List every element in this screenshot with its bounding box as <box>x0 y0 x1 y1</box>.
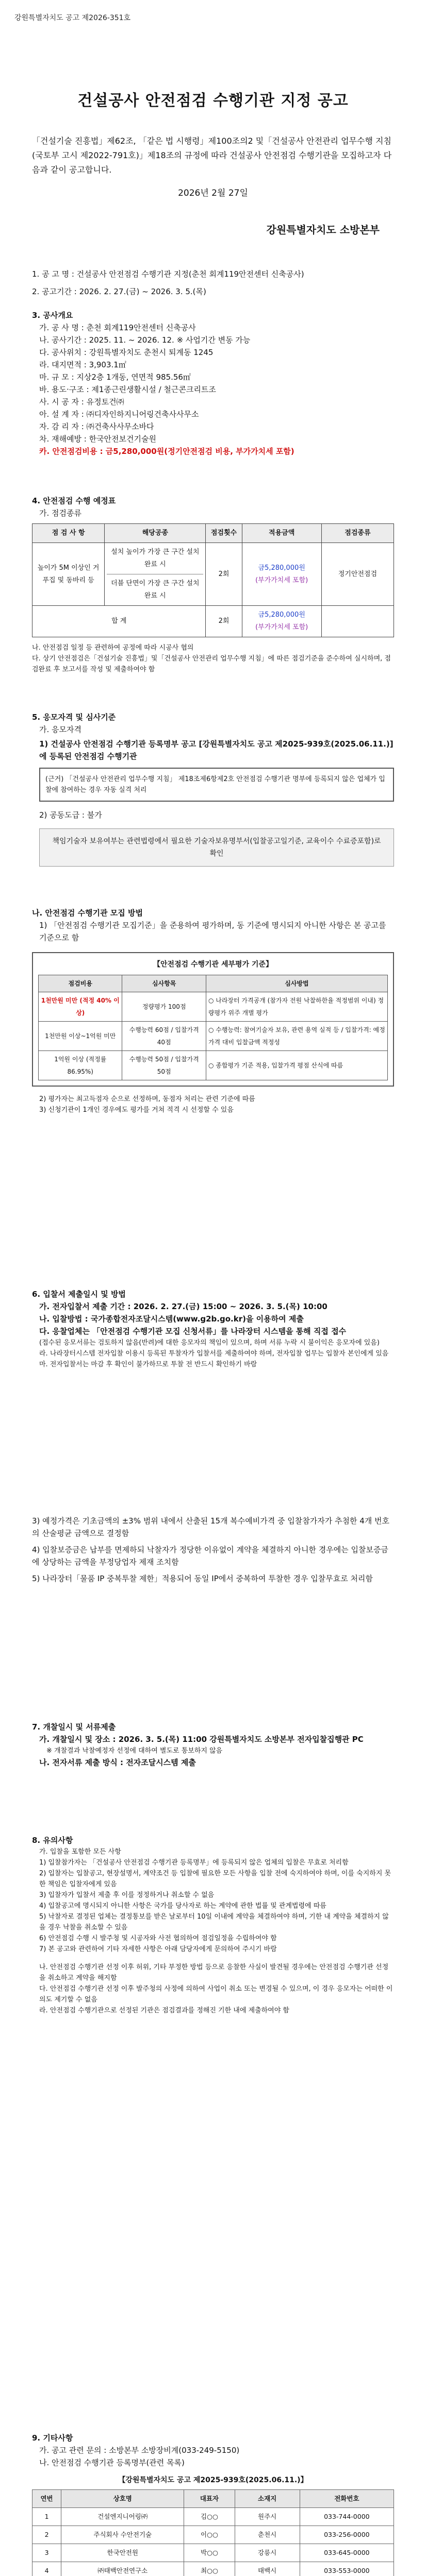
section-project-overview <box>32 309 394 457</box>
column-header: 대표자 <box>184 2490 235 2508</box>
table-total-row <box>32 606 394 637</box>
document-submission-method: 나. 전자서류 제출 방식 : 전자조달시스템 제출 <box>39 1758 196 1767</box>
notice-name-line: 1. 공 고 명 : 건설공사 안전점검 수행기관 지정(춘천 회계119안전센터 신축공사) <box>32 269 304 279</box>
criteria-box <box>32 952 394 1087</box>
table-row <box>32 543 394 606</box>
registry-table-body <box>32 2508 394 2576</box>
table-cell <box>105 543 206 606</box>
bid-note: (접수된 응모서류는 검토하지 않음(반려)에 대한 응모자의 책임이 있으며, 하며 서류 누락 시 불이익은 응모자에 있음) <box>39 1339 380 1347</box>
pricing-text: 3) 예정가격은 기초금액의 ±3% 범위 내에서 산출된 15개 복수예비가격 중 입찰참가자가 추첨한 4개 번호의 산술평균 금액으로 결정함 <box>32 1516 389 1538</box>
registry-list-title: 【강원특별자치도 공고 제2025-939호(2025.06.11.)】 <box>118 2476 308 2484</box>
table-cell: 2회 <box>206 543 242 606</box>
column-header: 점검비용 <box>39 975 122 992</box>
column-header: 적용금액 <box>242 524 321 543</box>
work-item: 설치 높이가 가장 큰 구간 설치 완료 시 <box>111 548 200 568</box>
overview-row: 라. 대지면적 : 3,903.1㎡ <box>39 360 126 369</box>
overview-row: 마. 규 모 : 지상2층 1개동, 연면적 985.56㎡ <box>39 372 191 382</box>
table-cell: 2 <box>32 2526 61 2544</box>
table-cell: 1억원 이상 (적정률 86.95%) <box>39 1051 122 1080</box>
total-amount-cell <box>242 606 321 637</box>
table-cell: 이○○ <box>184 2526 235 2544</box>
table-cell: 춘천시 <box>235 2526 300 2544</box>
pricing-note: 4) 입찰보증금은 납부를 면제하되 낙찰자가 정당한 이유없이 계약을 체결하지 아니한 경우에는 입찰보증금에 상당하는 금액을 부정당업자 제재 조치함 <box>32 1545 388 1567</box>
criteria-table <box>38 975 388 1080</box>
table-cell: 033-744-0000 <box>300 2508 394 2526</box>
table-cell: 033-645-0000 <box>300 2544 394 2562</box>
amount-value: 금5,280,000원 <box>258 564 305 572</box>
table-cell: 정기안전점검 <box>321 543 394 606</box>
section-precautions <box>32 1834 394 2016</box>
total-amount-note: (부가가치세 포함) <box>255 623 308 631</box>
overview-row: 바. 용도·구조 : 제1종근린생활시설 / 철근콘크리트조 <box>39 385 216 394</box>
overview-row: 자. 감 리 자 : ㈜건축사사무소바다 <box>39 422 154 431</box>
section-pricing <box>32 1515 394 1585</box>
column-header: 심사방법 <box>206 975 387 992</box>
bid-period: 가. 전자입찰서 제출 기간 : 2026. 2. 27.(금) 15:00 ~ 2026. 3. 5.(목) 10:00 <box>39 1302 327 1311</box>
section-inspection-schedule <box>32 495 394 675</box>
bid-note: 마. 전자입찰서는 마감 후 확인이 불가하므로 투찰 전 반드시 확인하기 바람 <box>39 1361 257 1368</box>
table-cell: 강릉시 <box>235 2544 300 2562</box>
recruit-note: 3) 신청기관이 1개인 경우에도 평가를 거쳐 적격 시 선정할 수 있음 <box>39 1106 234 1114</box>
precaution-item: 2) 입찰자는 입찰공고, 현장설명서, 계약조건 등 입찰에 필요한 모든 사항을 입찰 전에 숙지하여야 하며, 이를 숙지하지 못한 책임은 입찰자에게 있음 <box>39 1870 391 1888</box>
overview-row: 나. 공사기간 : 2025. 11. ~ 2026. 12. ※ 사업기간 변동 가능 <box>39 335 251 345</box>
column-header: 점검횟수 <box>206 524 242 543</box>
column-header: 해당공종 <box>105 524 206 543</box>
inspection-schedule-table <box>32 523 394 637</box>
bid-note: 라. 나라장터시스템 전자입찰 이용시 등록된 투찰자가 입찰서를 제출하여야 하며, 전자입찰 업무는 입찰자 본인에게 있음 <box>39 1350 389 1358</box>
intro-paragraph: 「건설기술 진흥법」제62조, 「같은 법 시행령」제100조의2 및「건설공사 안전관리 업무수행 지침(국토부 고시 제2022-791호)」제18조의 규정에 따라 건설공사 안전점검 수행기관을 모집하고자 다음과 같이 공고합니다. <box>32 136 392 175</box>
table-cell: 1천만원 미만 (적정 40% 이상) <box>39 992 122 1022</box>
table-cell: ○ 종합평가 기준 적용, 입찰가격 평점 산식에 따름 <box>206 1051 387 1080</box>
legal-basis-text: (근거) 「건설공사 안전관리 업무수행 지침」 제18조제6항제2호 안전점검 수행기관 명부에 등록되지 않은 업체가 입찰에 참여하는 경우 자동 실격 처리 <box>45 775 385 794</box>
inquiry-line: 가. 공고 관련 문의 : 소방본부 소방장비계(033-249-5150) <box>39 2446 240 2455</box>
criteria-title: 【안전점검 수행기관 세부평가 기준】 <box>153 960 273 969</box>
page-title: 건설공사 안전점검 수행기관 지정 공고 <box>77 92 349 110</box>
table-cell: 수행능력 60점 / 입찰가격 40점 <box>122 1022 206 1051</box>
legal-basis-box <box>39 768 394 802</box>
schedule-note: 나. 안전점검 일정 등 관련하여 공정에 따라 시공사 협의 <box>32 644 194 652</box>
column-header: 소재지 <box>235 2490 300 2508</box>
precautions-heading: 8. 유의사항 <box>32 1836 73 1845</box>
precaution-more: 나. 안전점검 수행기관 선정 이후 허위, 기타 부정한 방법 등으로 응찰한 사실이 발견될 경우에는 안전점검 수행기관 선정을 취소하고 계약을 해지함 <box>39 1963 389 1982</box>
technician-note-box <box>39 828 394 867</box>
notice-reference-number: 강원특별자치도 공고 제2026-351호 <box>14 14 131 22</box>
column-header: 전화번호 <box>300 2490 394 2508</box>
recruit-method-heading: 나. 안전점검 수행기관 모집 방법 <box>32 908 143 918</box>
table-row <box>39 992 388 1022</box>
precaution-item: 가. 입찰을 포함한 모든 사항 <box>39 1848 121 1856</box>
table-cell: 태백시 <box>235 2562 300 2576</box>
qualification-item-1: 1) 건설공사 안전점검 수행기관 등록명부 공고 [강원특별자치도 공고 제2025-939호(2025.06.11.)]에 등록된 안전점검 수행기관 <box>39 739 394 761</box>
project-overview-heading: 3. 공사개요 <box>32 311 73 320</box>
section-bid-submission <box>32 1288 394 1370</box>
amount-note: (부가가치세 포함) <box>255 576 308 584</box>
registry-line: 나. 안전점검 수행기관 등록명부(관련 목록) <box>39 2458 185 2467</box>
overview-row: 가. 공 사 명 : 춘천 회계119안전센터 신축공사 <box>39 323 196 332</box>
table-row <box>32 2508 394 2526</box>
section-other <box>32 2432 394 2576</box>
table-cell <box>242 543 321 606</box>
table-row <box>32 2544 394 2562</box>
other-heading: 9. 기타사항 <box>32 2433 73 2443</box>
opening-datetime: 가. 개찰일시 및 장소 : 2026. 3. 5.(목) 11:00 강원특별자치도 소방본부 전자입찰집행관 PC <box>39 1735 364 1744</box>
table-cell: 최○○ <box>184 2562 235 2576</box>
qualification-heading: 5. 응모자격 및 심사기준 <box>32 713 116 722</box>
total-amount: 금5,280,000원 <box>258 611 305 619</box>
table-cell: 정량평가 100점 <box>122 992 206 1022</box>
section-qualification <box>32 711 394 867</box>
table-cell: 수행능력 50점 / 입찰가격 50점 <box>122 1051 206 1080</box>
column-header: 연번 <box>32 2490 61 2508</box>
pricing-note: 5) 나라장터「물품 IP 중복투찰 제한」적용되어 동일 IP에서 중복하여 투찰한 경우 입찰무효로 처리함 <box>32 1574 373 1583</box>
overview-row: 다. 공사위치 : 강원특별자치도 춘천시 퇴계동 1245 <box>39 348 214 357</box>
opening-note: ※ 개찰결과 낙찰예정자 선정에 대하여 별도로 통보하지 않음 <box>46 1747 223 1755</box>
table-row <box>32 2562 394 2576</box>
notice-date: 2026년 2월 27일 <box>178 188 248 198</box>
recruit-note: 2) 평가자는 최고득점자 순으로 선정하며, 동점자 처리는 관련 기준에 따름 <box>39 1095 255 1103</box>
technician-note: 책임기술자 보유여부는 관련법령에서 필요한 기술자보유명부서(입찰공고일기준, 교육이수 수료증포함)로 확인 <box>52 837 381 858</box>
work-item: 더블 단면이 가장 큰 구간 설치 완료 시 <box>107 574 203 602</box>
overview-row: 차. 재해예방 : 한국안전보건기술원 <box>39 434 156 444</box>
qualification-item-2: 2) 공동도급 : 불가 <box>39 810 102 820</box>
table-cell: 건설엔지니어링㈜ <box>61 2508 184 2526</box>
table-cell: 원주시 <box>235 2508 300 2526</box>
registry-table <box>32 2489 394 2576</box>
inspection-schedule-heading: 4. 안전점검 수행 예정표 <box>32 496 116 505</box>
section-opening <box>32 1721 394 1769</box>
total-count: 2회 <box>206 606 242 637</box>
schedule-note: 다. 상기 안전점검은「건설기술 진흥법」및「건설공사 안전관리 업무수행 지침」에 따른 점검기준을 준수하여 실시하며, 점검완료 후 보고서를 작성 및 제출하여야 함 <box>32 655 391 673</box>
table-cell: 4 <box>32 2562 61 2576</box>
table-cell: 한국안전원 <box>61 2544 184 2562</box>
bid-submission-heading: 6. 입찰서 제출일시 및 방법 <box>32 1290 126 1299</box>
table-cell: ㈜태백안전연구소 <box>61 2562 184 2576</box>
qualification-subheading: 가. 응모자격 <box>39 725 81 734</box>
opening-heading: 7. 개찰일시 및 서류제출 <box>32 1722 116 1732</box>
table-cell <box>321 606 394 637</box>
section-notice-name <box>32 268 394 298</box>
column-header: 심사항목 <box>122 975 206 992</box>
table-row <box>32 2526 394 2544</box>
precaution-item: 4) 입찰공고에 명시되지 아니한 사항은 국가를 당사자로 하는 계약에 관한 법률 및 관계법령에 따름 <box>39 1902 326 1910</box>
table-cell: ○ 나라장터 가격공개 (참가자 전원 낙찰하한율 적정범위 이내) 정량평가 위주 개별 평가 <box>206 992 387 1022</box>
issuing-organization: 강원특별자치도 소방본부 <box>266 224 380 236</box>
overview-row: 아. 설 계 자 : ㈜디자인하지니어링건축사사무소 <box>39 410 199 419</box>
table-cell: 033-256-0000 <box>300 2526 394 2544</box>
precaution-more: 다. 안전점검 수행기관 선정 이후 발주청의 사정에 의하여 사업이 취소 또는 변경될 수 있으며, 이 경우 응모자는 어떠한 이의도 제기할 수 없음 <box>39 1985 393 2004</box>
bid-method: 나. 입찰방법 : 국가종합전자조달시스템(www.g2b.go.kr)을 이용하여 제출 <box>39 1314 304 1324</box>
table-cell: 033-553-0000 <box>300 2562 394 2576</box>
precaution-item: 3) 입찰자가 입찰서 제출 후 이를 정정하거나 취소할 수 없음 <box>39 1891 215 1899</box>
precaution-item: 1) 입찰참가자는 「건설공사 안전점검 수행기관 등록명부」에 등록되지 않은 업체의 입찰은 무효로 처리함 <box>39 1859 349 1867</box>
table-cell: 김○○ <box>184 2508 235 2526</box>
precaution-item: 7) 본 공고와 관련하여 기타 자세한 사항은 아래 담당자에게 문의하여 주시기 바람 <box>39 1945 277 1953</box>
column-header: 점 검 사 항 <box>32 524 105 543</box>
total-label: 합 계 <box>32 606 206 637</box>
table-cell: 주식회사 수안전기술 <box>61 2526 184 2544</box>
inspection-type-subheading: 가. 점검종류 <box>39 509 81 518</box>
recruit-method-text: 1) 「안전점검 수행기관 모집기준」을 준용하여 평가하며, 동 기준에 명시되지 아니한 사항은 본 공고를 기준으로 함 <box>39 921 386 942</box>
precaution-item: 6) 안전점검 수행 시 발주청 및 시공자와 사전 협의하여 점검일정을 수립하여야 함 <box>39 1935 277 1942</box>
precaution-more: 라. 안전점검 수행기관으로 선정된 기관은 점검결과를 정해진 기한 내에 제출하여야 함 <box>39 2007 289 2014</box>
section-recruit-method <box>32 907 394 1115</box>
table-cell: 1천만원 이상~1억원 미만 <box>39 1022 122 1051</box>
table-row <box>39 1051 388 1080</box>
overview-row: 사. 시 공 자 : 유정토건㈜ <box>39 397 124 406</box>
table-row <box>39 1022 388 1051</box>
column-header: 상호명 <box>61 2490 184 2508</box>
table-cell: 높이가 5M 이상인 거푸집 및 동바리 등 <box>32 543 105 606</box>
table-cell: ○ 수행능력: 참여기술자 보유, 관련 용역 실적 등 / 입찰가격: 예정가격 대비 입찰금액 적정성 <box>206 1022 387 1051</box>
precaution-item: 5) 낙찰자로 결정된 업체는 결정통보를 받은 날로부터 10일 이내에 계약을 체결하여야 하며, 기한 내 계약을 체결하지 않을 경우 낙찰을 취소할 수 있음 <box>39 1913 389 1931</box>
table-cell: 3 <box>32 2544 61 2562</box>
inspection-budget: 카. 안전점검비용 : 금5,280,000원(정기안전점검 비용, 부가가치세 포함) <box>39 447 294 456</box>
bid-documents: 다. 응찰업체는 「안전점검 수행기관 모집 신청서류」를 나라장터 시스템을 통해 직접 접수 <box>39 1327 347 1336</box>
notice-period-line: 2. 공고기간 : 2026. 2. 27.(금) ~ 2026. 3. 5.(목) <box>32 287 206 296</box>
table-cell: 박○○ <box>184 2544 235 2562</box>
table-cell: 1 <box>32 2508 61 2526</box>
column-header: 점검종류 <box>321 524 394 543</box>
